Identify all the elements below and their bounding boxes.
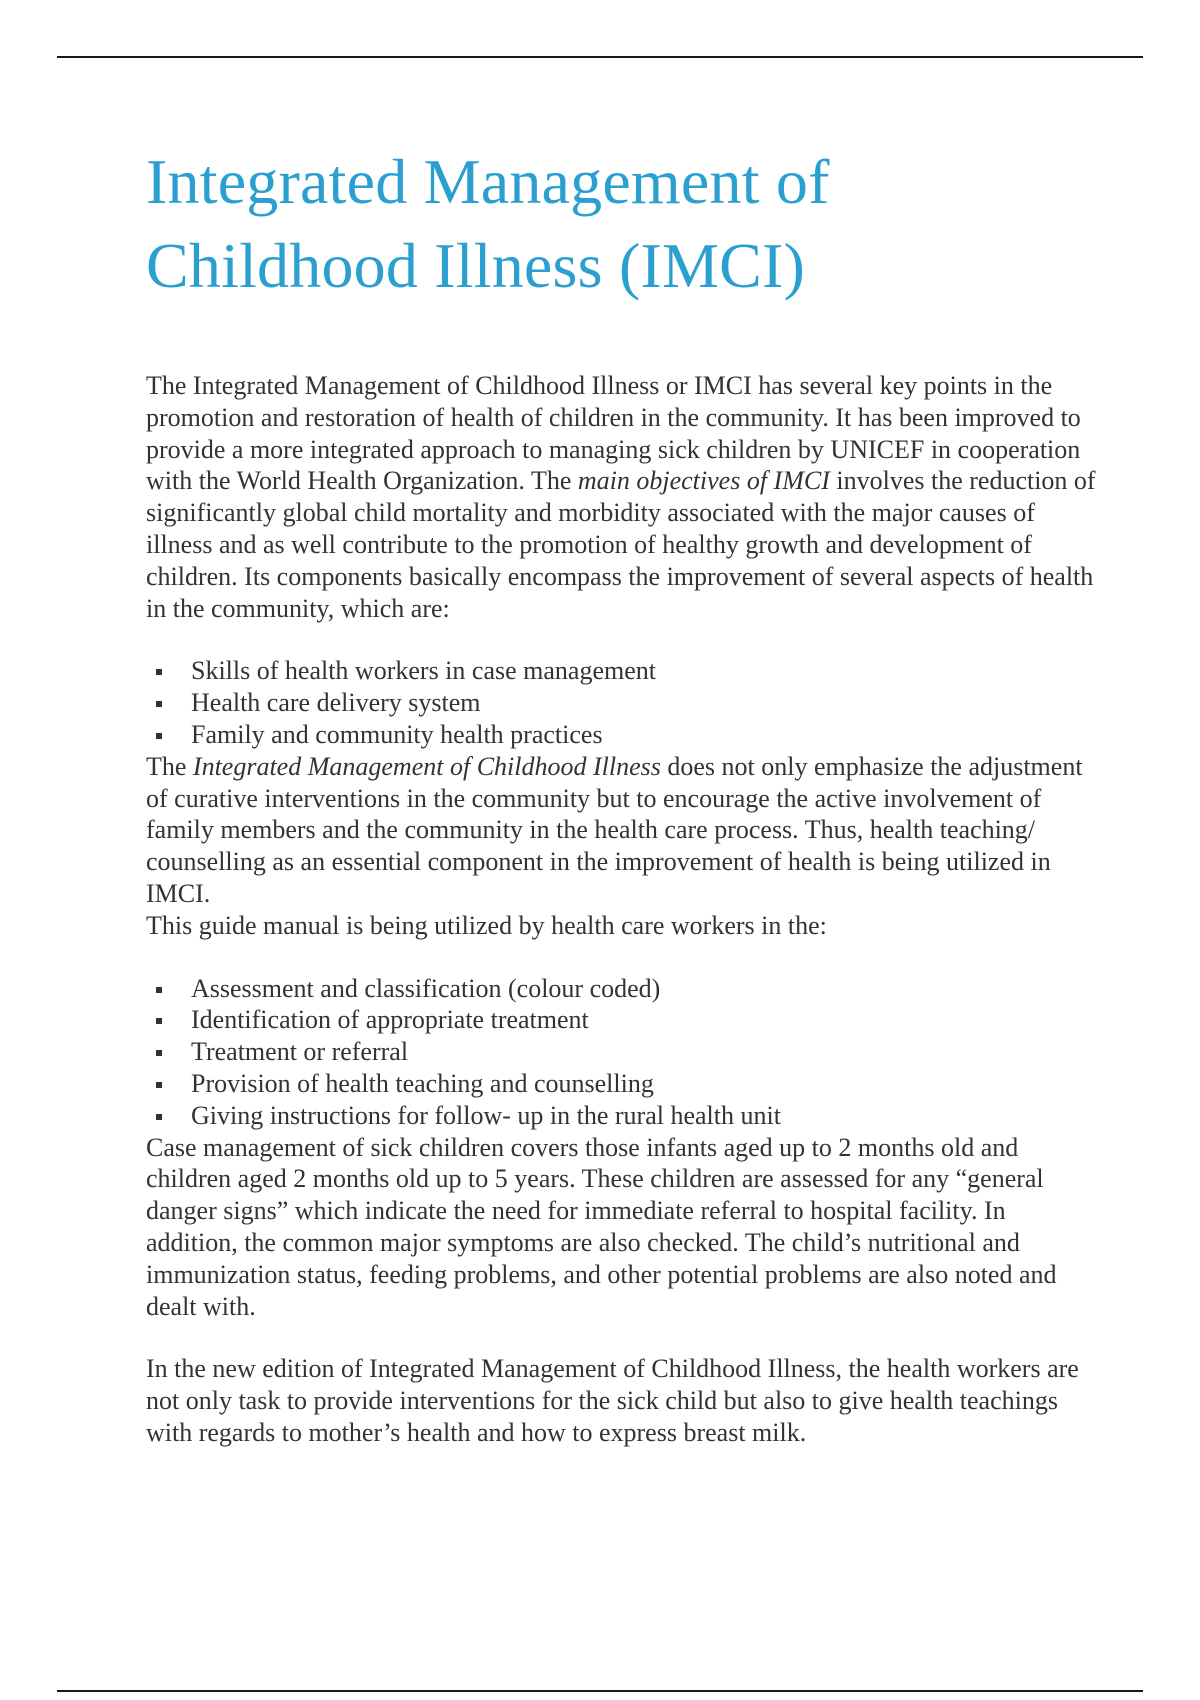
- intro-text-end: involves the reduction of significantly global child mortality and morbidity associated with the major causes of illness and as well contribute to the promotion of healthy growth and development of children. Its components basically encompass the improvement of several aspects of health in the community, which are:: [146, 466, 1096, 623]
- list-item-text: Assessment and classification (colour coded): [191, 973, 661, 1003]
- title-line-1: Integrated Management of: [146, 146, 830, 217]
- new-edition-paragraph: In the new edition of Integrated Management of Childhood Illness, the health workers are not only task to provide interventions for the sick child but also to give health teachings with regards to mother’s health and how to express breast milk.: [146, 1354, 1079, 1447]
- square-bullet-icon: [156, 987, 162, 993]
- intro-paragraph: [146, 370, 1096, 624]
- components-list: [146, 655, 1096, 750]
- imci-emphasis: Integrated Management of Childhood Illness: [192, 751, 661, 781]
- list-item-text: Health care delivery system: [191, 688, 481, 718]
- document-body: [146, 370, 1096, 1449]
- list-item-text: Skills of health workers in case management: [191, 656, 656, 686]
- list-item-text: Provision of health teaching and counselling: [191, 1068, 654, 1098]
- case-management-paragraph: Case management of sick children covers those infants aged up to 2 months old and children aged 2 months old up to 5 years. These children are assessed for any “general danger signs” which indicate the need for immediate referral to hospital facility. In addition, the common major symptoms are also checked. The child’s nutritional and immunization status, feeding problems, and other potential problems are also noted and dealt with.: [146, 1132, 1057, 1321]
- list-item: [146, 1036, 1096, 1068]
- list-item: [146, 719, 1096, 751]
- square-bullet-icon: [156, 1114, 162, 1120]
- document-title: [146, 140, 1096, 308]
- bottom-rule: [57, 1690, 1143, 1692]
- list-item: [146, 1100, 1096, 1132]
- list-item-text: Family and community health practices: [191, 719, 603, 749]
- intro-text-start: The Integrated Management of Childhood Illness or IMCI has several key points in the promotion and restoration of health of children in the community. It has been improved to provide a more integrated approach to managing sick children by UNICEF in cooperation with the World Health Organization. The: [146, 371, 1081, 496]
- guide-uses-list: [146, 973, 1096, 1132]
- list-item-text: Identification of appropriate treatment: [191, 1005, 589, 1035]
- square-bullet-icon: [156, 669, 162, 675]
- guide-intro: This guide manual is being utilized by health care workers in the:: [146, 910, 827, 940]
- list-item: [146, 973, 1096, 1005]
- list-item-text: Treatment or referral: [191, 1037, 409, 1067]
- list-item: [146, 1068, 1096, 1100]
- list-item: [146, 655, 1096, 687]
- imci-text-start: The: [146, 751, 193, 781]
- list-item: [146, 687, 1096, 719]
- square-bullet-icon: [156, 1050, 162, 1056]
- intro-emphasis: main objectives of IMCI: [577, 466, 830, 496]
- list-item-text: Giving instructions for follow- up in the rural health unit: [191, 1100, 781, 1130]
- top-rule: [57, 56, 1143, 58]
- square-bullet-icon: [156, 1018, 162, 1024]
- square-bullet-icon: [156, 1082, 162, 1088]
- title-line-2: Childhood Illness (IMCI): [146, 230, 805, 301]
- imci-paragraph: [146, 751, 1096, 910]
- imci-text-end: does not only emphasize the adjustment of curative interventions in the community but to encourage the active involvement of family members and the community in the health care process. Thus, health teaching/ counselling as an essential component in the improvement of health is being utilized in IMCI.: [146, 751, 1083, 908]
- document-content: [146, 140, 1096, 1449]
- square-bullet-icon: [156, 733, 162, 739]
- square-bullet-icon: [156, 701, 162, 707]
- list-item: [146, 1004, 1096, 1036]
